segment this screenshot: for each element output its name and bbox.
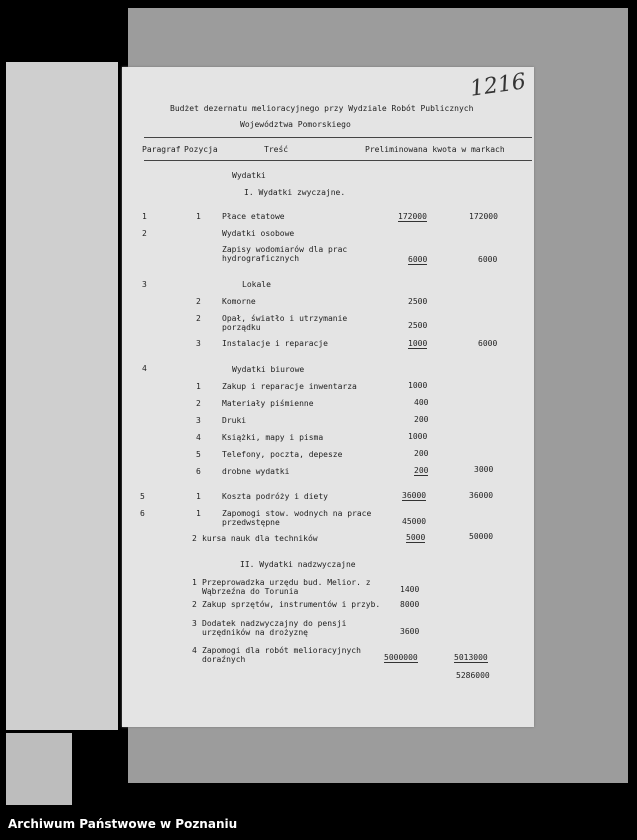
header-paragraf: Paragraf	[142, 145, 181, 154]
row-amount: 8000	[400, 600, 420, 609]
row-amount: 45000	[402, 517, 427, 526]
row-amount: 1400	[400, 585, 420, 594]
handwritten-page-number: 1216	[468, 69, 528, 102]
document-subtitle: Województwa Pomorskiego	[240, 120, 351, 129]
row-total: 5013000	[454, 653, 488, 662]
row-description: Instalacje i reparacje	[222, 339, 328, 348]
row-description: Komorne	[222, 297, 256, 306]
row-description: Koszta podróży i diety	[222, 492, 328, 501]
row-amount: 1000	[408, 339, 428, 348]
row-total: 36000	[469, 491, 494, 500]
adjacent-page-strip	[6, 62, 118, 730]
row-pozycja: 1	[196, 509, 201, 518]
row-paragraf: 1	[142, 212, 147, 221]
row-description: Przeprowadzka urzędu bud. Melior. z Wąbrzeźna do Torunia	[202, 578, 371, 596]
row-total: 172000	[469, 212, 498, 221]
row-pozycja: 2	[192, 600, 197, 609]
row-description: Dodatek nadzwyczajny do pensji urzędników na drożyznę	[202, 619, 347, 637]
row-pozycja: 2	[196, 399, 201, 408]
row-description: kursa nauk dla techników	[202, 534, 318, 543]
row-paragraf: 2	[142, 229, 147, 238]
row-pozycja: 2	[196, 297, 201, 306]
document-title: Budżet dezernatu melioracyjnego przy Wydziale Robót Publicznych	[170, 104, 474, 113]
row-amount: 5000000	[384, 653, 418, 662]
row-pozycja: 3	[196, 339, 201, 348]
row-total: 6000	[478, 255, 498, 264]
row-pozycja: 1	[196, 382, 201, 391]
row-pozycja: 6	[196, 467, 201, 476]
row-description: drobne wydatki	[222, 467, 290, 476]
row-amount: 200	[414, 415, 429, 424]
row-description: Wydatki osobowe	[222, 229, 295, 238]
row-pozycja: 3	[196, 416, 201, 425]
row-amount: 2500	[408, 321, 428, 330]
row-amount: 1000	[408, 381, 428, 390]
row-amount: 400	[414, 398, 429, 407]
section-zwyczajne: I. Wydatki zwyczajne.	[244, 188, 346, 197]
row-amount: 2500	[408, 297, 428, 306]
row-amount: 200	[414, 466, 429, 475]
row-pozycja: 4	[192, 646, 197, 655]
row-description: Zapisy wodomiarów dla prac hydrograficznych	[222, 245, 348, 263]
row-description: Zakup i reparacje inwentarza	[222, 382, 357, 391]
row-total: 50000	[469, 532, 494, 541]
row-description: Zapomogi dla robót melioracyjnych doraźnych	[202, 646, 361, 664]
row-amount: 3600	[400, 627, 420, 636]
row-description: Telefony, poczta, depesze	[222, 450, 343, 459]
header-rule-bottom	[144, 160, 532, 161]
grand-total: 5286000	[456, 671, 490, 680]
row-paragraf: 6	[140, 509, 145, 518]
row-paragraf: 5	[140, 492, 145, 501]
row-pozycja: 1	[196, 212, 201, 221]
row-amount: 5000	[406, 533, 426, 542]
row-description: Zapomogi stow. wodnych na prace przedwstępne	[222, 509, 372, 527]
section-nadzwyczajne: II. Wydatki nadzwyczajne	[240, 560, 356, 569]
row-total: 3000	[474, 465, 494, 474]
header-tresc: Treść	[264, 145, 289, 154]
row-total: 6000	[478, 339, 498, 348]
row-description: Druki	[222, 416, 247, 425]
row-pozycja: 2	[196, 314, 201, 323]
adjacent-page-strip-lower	[6, 733, 72, 805]
row-pozycja: 3	[192, 619, 197, 628]
row-amount: 1000	[408, 432, 428, 441]
row-description: Książki, mapy i pisma	[222, 433, 324, 442]
archive-footer	[0, 808, 637, 840]
row-pozycja: 5	[196, 450, 201, 459]
row-description: Opał, światło i utrzymanie porządku	[222, 314, 348, 332]
row-description: Lokale	[242, 280, 271, 289]
header-kwota: Preliminowana kwota w markach	[365, 145, 505, 154]
row-amount: 6000	[408, 255, 428, 264]
row-amount: 200	[414, 449, 429, 458]
row-description: Płace etatowe	[222, 212, 285, 221]
row-pozycja: 1	[192, 578, 197, 587]
archive-name: Archiwum Państwowe w Poznaniu	[8, 817, 238, 831]
row-pozycja: 4	[196, 433, 201, 442]
section-wydatki: Wydatki	[232, 171, 266, 180]
row-pozycja: 1	[196, 492, 201, 501]
header-pozycja: Pozycja	[184, 145, 218, 154]
row-description: Zakup sprzętów, instrumentów i przyb.	[202, 600, 381, 609]
row-paragraf: 4	[142, 364, 147, 373]
document-page	[122, 67, 534, 727]
row-amount: 172000	[398, 212, 427, 221]
row-description: Wydatki biurowe	[232, 365, 305, 374]
row-pozycja: 2	[192, 534, 197, 543]
row-paragraf: 3	[142, 280, 147, 289]
header-rule-top	[144, 137, 532, 138]
row-description: Materiały piśmienne	[222, 399, 314, 408]
row-amount: 36000	[402, 491, 427, 500]
